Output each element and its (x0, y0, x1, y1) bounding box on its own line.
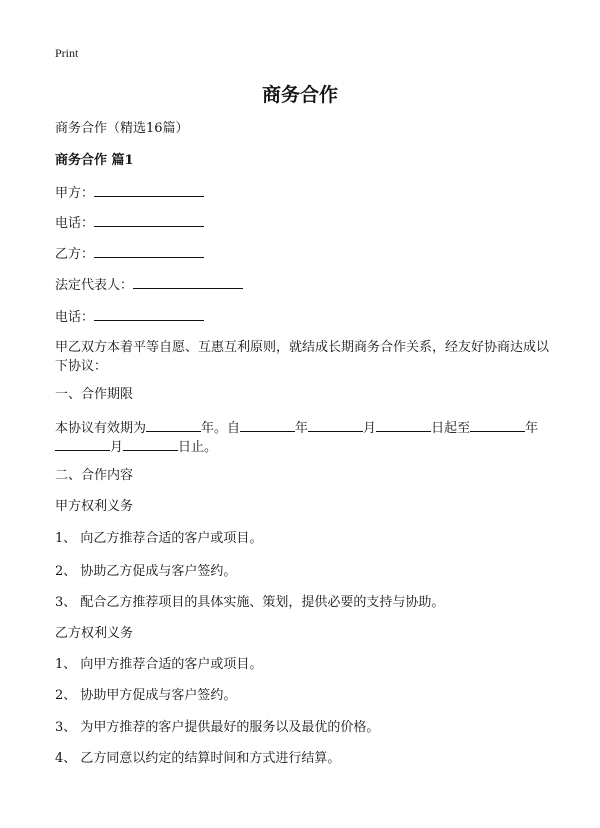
term-text-1: 本协议有效期为 (55, 421, 147, 436)
list-item: 1、 向甲方推荐合适的客户或项目。 (55, 657, 263, 672)
phone-a-label: 电话： (55, 216, 95, 231)
start-day-blank (376, 419, 431, 432)
party-b-label: 乙方： (55, 247, 95, 262)
term-text-4: 月 (363, 421, 377, 436)
legal-rep-row (55, 276, 243, 295)
party-a-label: 甲方： (55, 186, 95, 201)
phone-a-row (55, 214, 204, 233)
term-text-6: 年 (525, 421, 539, 436)
sec2-heading: 二、合作内容 (55, 468, 134, 483)
end-month-blank (55, 438, 110, 451)
term-row-1 (55, 419, 538, 438)
list-item: 3、 为甲方推荐的客户提供最好的服务以及最优的价格。 (55, 720, 380, 735)
list-item: 1、 向乙方推荐合适的客户或项目。 (55, 531, 263, 546)
list-item: 3、 配合乙方推荐项目的具体实施、策划，提供必要的支持与协助。 (55, 595, 445, 610)
intro-paragraph: 甲乙双方本着平等自愿、互惠互利原则，就结成长期商务合作关系，经友好协商达成以下协议： (55, 340, 550, 374)
section-heading: 商务合作 篇1 (55, 153, 134, 168)
end-day-blank (123, 438, 178, 451)
list-item: 4、 乙方同意以约定的结算时间和方式进行结算。 (55, 751, 341, 766)
term-text-7: 月 (110, 440, 124, 455)
term-years-blank (146, 419, 201, 432)
list-item: 2、 协助甲方促成与客户签约。 (55, 688, 237, 703)
start-year-blank (240, 419, 295, 432)
term-text-3: 年 (295, 421, 309, 436)
party-b-duties-heading: 乙方权利义务 (55, 626, 134, 641)
party-b-row (55, 245, 204, 264)
phone-b-row (55, 308, 204, 327)
term-text-2: 年。自 (201, 421, 241, 436)
list-item: 2、 协助乙方促成与客户签约。 (55, 564, 237, 579)
party-a-row (55, 184, 204, 203)
document-title: 商务合作 (261, 84, 338, 106)
print-link[interactable]: Print (55, 46, 79, 60)
term-text-5: 日起至 (431, 421, 471, 436)
phone-a-blank (94, 214, 204, 227)
term-row-2 (55, 438, 217, 457)
end-year-blank (470, 419, 525, 432)
party-a-duties-heading: 甲方权利义务 (55, 499, 134, 514)
phone-b-blank (94, 308, 204, 321)
legal-rep-label: 法定代表人： (55, 278, 134, 293)
party-a-blank (94, 184, 204, 197)
term-text-8: 日止。 (178, 440, 218, 455)
party-b-blank (94, 245, 204, 258)
start-month-blank (308, 419, 363, 432)
phone-b-label: 电话： (55, 310, 95, 325)
sec1-heading: 一、合作期限 (55, 387, 134, 402)
legal-rep-blank (133, 276, 243, 289)
document-subtitle: 商务合作（精选16篇） (55, 121, 189, 136)
